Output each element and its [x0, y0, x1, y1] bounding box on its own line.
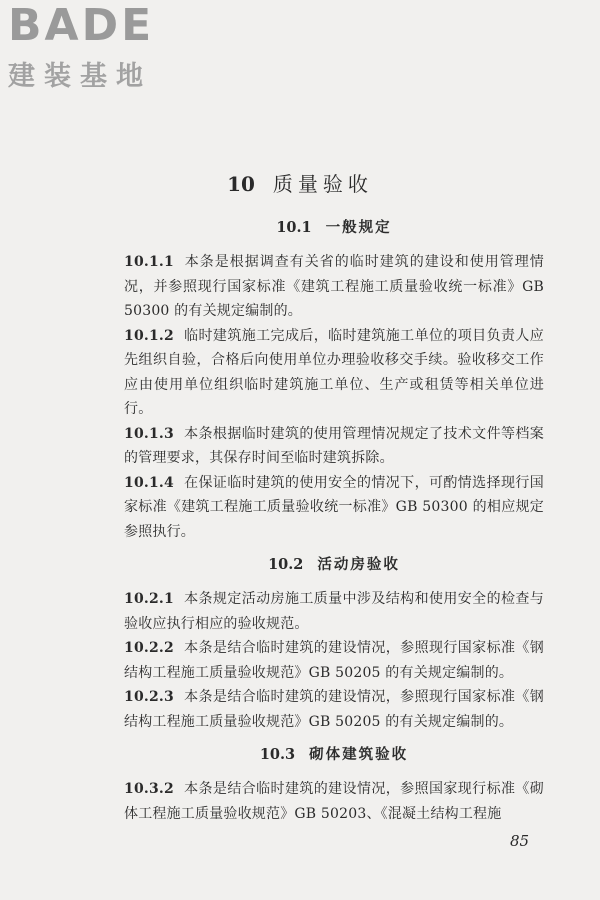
section-number: 10.2	[268, 556, 304, 573]
clause-paragraph	[124, 471, 544, 545]
clause-paragraph	[124, 777, 544, 826]
document-body	[124, 217, 544, 826]
clause-number: 10.1.2	[124, 327, 174, 344]
section-number: 10.3	[259, 746, 296, 763]
clause-paragraph	[124, 422, 544, 471]
clause-number: 10.2.3	[124, 689, 174, 705]
clause-number: 10.3.2	[124, 781, 174, 797]
clause-text: 临时建筑施工完成后，临时建筑施工单位的项目负责人应先组织自验，合格后向使用单位办理验收移交手续。验收移交工作应由使用单位组织临时建筑施工单位、生产或租赁等相关单位进行。	[124, 327, 544, 417]
clause-number: 10.2.2	[124, 640, 174, 656]
clause-paragraph	[124, 250, 544, 324]
clause-text: 本条是根据调查有关省的临时建筑的建设和使用管理情况，并参照现行国家标准《建筑工程施工质量验收统一标准》GB 50300 的有关规定编制的。	[124, 254, 544, 319]
clause-text: 本条是结合临时建筑的建设情况，参照现行国家标准《钢结构工程施工质量验收规范》GB 50205 的有关规定编制的。	[124, 640, 544, 681]
logo-subtitle: 建装基地	[8, 61, 152, 92]
clause-number: 10.2.1	[124, 591, 174, 607]
clause-paragraph	[124, 324, 544, 422]
section-heading	[124, 744, 544, 766]
chapter-name: 质量验收	[272, 172, 373, 196]
clause-text: 在保证临时建筑的使用安全的情况下，可酌情选择现行国家标准《建筑工程施工质量验收统一标准》GB 50300 的相应规定参照执行。	[124, 474, 544, 540]
section-title: 活动房验收	[317, 556, 400, 573]
section-heading	[124, 554, 544, 576]
page-number: 85	[510, 832, 530, 850]
clause-paragraph	[124, 636, 544, 685]
section-title: 砌体建筑验收	[309, 746, 409, 763]
chapter-title	[0, 170, 600, 198]
chapter-number: 10	[227, 172, 255, 196]
clause-text: 本条是结合临时建筑的建设情况，参照国家现行标准《砌体工程施工质量验收规范》GB 50203、《混凝土结构工程施	[124, 781, 544, 822]
clause-text: 本条规定活动房施工质量中涉及结构和使用安全的检查与验收应执行相应的验收规范。	[124, 591, 544, 632]
brand-logo	[8, 2, 178, 102]
section-title: 一般规定	[325, 219, 392, 236]
section-heading	[124, 217, 544, 239]
section-spacer	[124, 544, 544, 554]
clause-text: 本条根据临时建筑的使用管理情况规定了技术文件等档案的管理要求，其保存时间至临时建筑拆除。	[124, 425, 544, 466]
clause-number: 10.1.4	[124, 474, 174, 491]
clause-number: 10.1.1	[124, 254, 174, 270]
clause-text: 本条是结合临时建筑的建设情况，参照现行国家标准《钢结构工程施工质量验收规范》GB 50205 的有关规定编制的。	[124, 689, 544, 730]
clause-paragraph	[124, 685, 544, 734]
section-number: 10.1	[276, 219, 312, 236]
clause-number: 10.1.3	[124, 425, 174, 442]
logo-brand-text: BADE	[8, 0, 155, 51]
section-spacer	[124, 734, 544, 744]
clause-paragraph	[124, 587, 544, 636]
